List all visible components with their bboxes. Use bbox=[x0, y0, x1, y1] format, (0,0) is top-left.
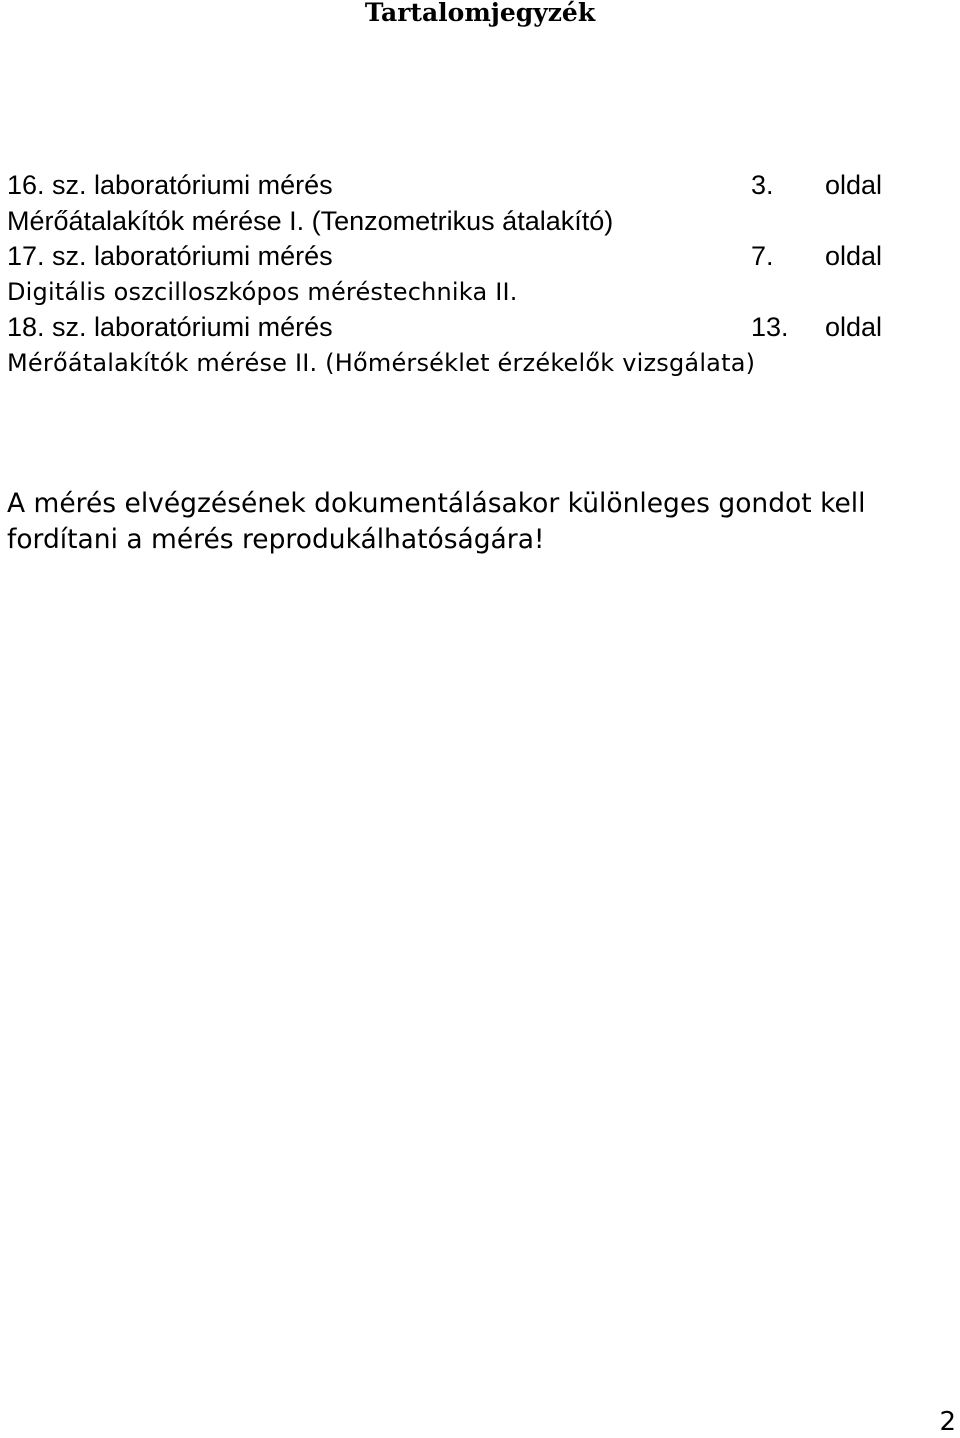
toc-entry-18 bbox=[7, 310, 947, 345]
toc-entry-16 bbox=[7, 168, 947, 203]
page-number: 2 bbox=[939, 1407, 956, 1437]
toc-entry-page-word: oldal bbox=[825, 312, 883, 342]
toc-entry-heading: 17. sz. laboratóriumi mérés bbox=[7, 241, 333, 271]
toc-entry-page-word: oldal bbox=[825, 170, 883, 200]
toc-entry-subtitle: Mérőátalakítók mérése I. (Tenzometrikus átalakító) bbox=[7, 206, 614, 236]
page-title: Tartalomjegyzék bbox=[364, 0, 596, 27]
toc-entry-page-word: oldal bbox=[825, 241, 883, 271]
documentation-note bbox=[7, 486, 947, 558]
toc-entry-heading: 18. sz. laboratóriumi mérés bbox=[7, 312, 333, 342]
toc-entry-page: 13. bbox=[751, 312, 789, 342]
toc-entry-subtitle: Mérőátalakítók mérése II. (Hőmérséklet érzékelők vizsgálata) bbox=[7, 349, 756, 377]
toc-entry-page: 7. bbox=[751, 241, 774, 271]
note-line: A mérés elvégzésének dokumentálásakor különleges gondot kell bbox=[7, 488, 866, 519]
table-of-contents bbox=[7, 168, 947, 381]
toc-entry-heading: 16. sz. laboratóriumi mérés bbox=[7, 170, 333, 200]
toc-entry-subtitle: Digitális oszcilloszkópos méréstechnika II. bbox=[7, 278, 518, 306]
toc-entry-17 bbox=[7, 239, 947, 274]
toc-entry-page: 3. bbox=[751, 170, 774, 200]
note-line: fordítani a mérés reprodukálhatóságára! bbox=[7, 524, 545, 555]
